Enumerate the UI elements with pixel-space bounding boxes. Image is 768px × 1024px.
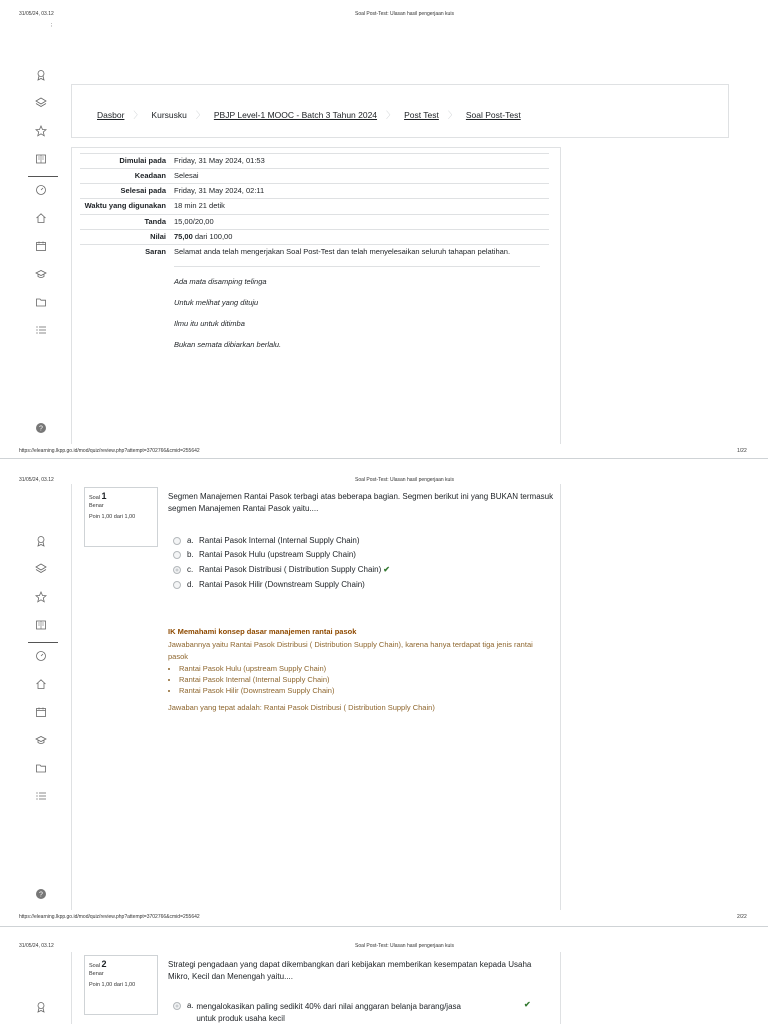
help-icon[interactable]: [28, 885, 54, 903]
print-title: Soal Post-Test: Ulasan hasil pengerjaan kuis: [355, 11, 454, 17]
list-icon[interactable]: [28, 787, 54, 805]
question-number: 2: [101, 959, 107, 969]
print-url: https://elearning.lkpp.go.id/mod/quiz/review.php?attempt=3702766&cmid=255642: [19, 448, 200, 454]
home-icon[interactable]: [28, 209, 54, 227]
print-url: https://elearning.lkpp.go.id/mod/quiz/review.php?attempt=3702766&cmid=255642: [19, 914, 200, 920]
question-points: Poin 1,00 dari 1,00: [89, 514, 136, 520]
summary-row-feedback: [80, 244, 549, 352]
dashboard-gauge-icon[interactable]: [28, 181, 54, 199]
question-number: 1: [101, 491, 107, 501]
question-info-box: [84, 955, 158, 1015]
folder-icon[interactable]: [28, 293, 54, 311]
question-label: Soal: [89, 495, 101, 501]
radio-icon[interactable]: [173, 581, 181, 589]
dashboard-gauge-icon[interactable]: [28, 647, 54, 665]
radio-selected-icon[interactable]: [173, 566, 181, 574]
summary-value: [170, 244, 549, 352]
summary-value: Friday, 31 May 2024, 02:11: [170, 184, 549, 199]
badge-icon[interactable]: [28, 66, 54, 84]
feedback-divider: [174, 266, 540, 267]
breadcrumb-course[interactable]: PBJP Level-1 MOOC - Batch 3 Tahun 2024: [213, 109, 378, 120]
poem-line: Bukan semata dibiarkan berlalu.: [174, 340, 282, 350]
feedback-title: IK Memahami konsep dasar manajemen rantai pasok: [168, 627, 357, 636]
check-icon: ✔: [383, 565, 390, 574]
print-page-number: 2/22: [737, 914, 747, 920]
option-text: Rantai Pasok Hulu (upstream Supply Chain): [199, 550, 356, 559]
quiz-summary-table: [80, 153, 549, 352]
summary-row-marks: [80, 214, 549, 229]
summary-value: 18 min 21 detik: [170, 199, 549, 214]
option-letter: b.: [187, 550, 194, 559]
summary-row-completed: [80, 184, 549, 199]
sidebar-separator: [28, 176, 58, 177]
summary-value: Selesai: [170, 169, 549, 184]
grade-value: 75,00: [174, 231, 193, 241]
list-item: • Rantai Pasok Hilir (Downstream Supply Chain): [179, 686, 548, 697]
book-icon[interactable]: [28, 150, 54, 168]
question-status: Benar: [89, 971, 104, 977]
option-text: Rantai Pasok Internal (Internal Supply Chain): [199, 536, 360, 545]
feedback-poem: [174, 277, 545, 351]
print-title: Soal Post-Test: Ulasan hasil pengerjaan kuis: [355, 477, 454, 483]
breadcrumb-kursusku: Kursusku: [151, 109, 187, 120]
option-b[interactable]: [173, 550, 356, 559]
stray-char: ;: [51, 22, 53, 28]
breadcrumb: [97, 108, 521, 121]
breadcrumb-container: [71, 84, 729, 138]
calendar-icon[interactable]: [28, 237, 54, 255]
summary-row-state: [80, 169, 549, 184]
option-text: Rantai Pasok Distribusi ( Distribution Supply Chain): [199, 565, 382, 574]
question-text: Strategi pengadaan yang dapat dikembangkan dari kebijakan memberikan kesempatan kepada Usaha Mikro, Kecil dan Menengah yaitu....: [168, 960, 532, 981]
list-item: • Rantai Pasok Internal (Internal Supply Chain): [179, 675, 548, 686]
radio-selected-icon[interactable]: [173, 1002, 181, 1010]
graduation-cap-icon[interactable]: [28, 731, 54, 749]
option-text: mengalokasikan paling sedikit 40% dari nilai anggaran belanja barang/jasa untuk produk usaha kecil: [196, 1002, 461, 1023]
list-icon[interactable]: [28, 321, 54, 339]
help-icon[interactable]: [28, 419, 54, 437]
svg-text:?: ?: [39, 891, 43, 899]
general-feedback: [168, 626, 548, 714]
option-letter: d.: [187, 580, 194, 589]
check-icon: ✔: [524, 1000, 531, 1009]
print-title: Soal Post-Test: Ulasan hasil pengerjaan kuis: [355, 943, 454, 949]
list-item: • Rantai Pasok Hulu (upstream Supply Chain): [179, 664, 548, 675]
print-page-number: 1/22: [737, 448, 747, 454]
svg-text:?: ?: [39, 425, 43, 433]
summary-value: [170, 229, 549, 244]
summary-row-time-taken: [80, 199, 549, 214]
layers-icon[interactable]: [28, 94, 54, 112]
quiz-summary-panel: [71, 147, 561, 444]
summary-label: Waktu yang digunakan: [80, 199, 170, 214]
option-letter: a.: [187, 536, 194, 545]
summary-row-grade: [80, 229, 549, 244]
star-icon[interactable]: [28, 122, 54, 140]
badge-icon[interactable]: [28, 532, 54, 550]
radio-icon[interactable]: [173, 537, 181, 545]
grade-max: dari 100,00: [192, 231, 233, 241]
feedback-text: Selamat anda telah mengerjakan Soal Post-Test dan telah menyelesaikan seluruh tahapan pelatihan.: [174, 246, 511, 256]
summary-label: Selesai pada: [80, 184, 170, 199]
option-a[interactable]: [173, 536, 360, 545]
question-points: Poin 1,00 dari 1,00: [89, 982, 136, 988]
summary-label: Tanda: [80, 214, 170, 229]
page-break: [0, 926, 768, 927]
option-letter: a.: [187, 1001, 194, 1010]
chevron-right-icon: 〉: [195, 110, 205, 120]
chevron-right-icon: 〉: [133, 110, 143, 120]
summary-value: 15,00/20,00: [170, 214, 549, 229]
graduation-cap-icon[interactable]: [28, 265, 54, 283]
poem-line: Ada mata disamping telinga: [174, 276, 267, 286]
calendar-icon[interactable]: [28, 703, 54, 721]
summary-label: Dimulai pada: [80, 154, 170, 169]
option-letter: c.: [187, 565, 194, 574]
poem-line: Ilmu itu untuk ditimba: [174, 319, 245, 329]
breadcrumb-soal-post-test[interactable]: Soal Post-Test: [465, 109, 521, 120]
summary-row-started: [80, 154, 549, 169]
option-c[interactable]: [173, 565, 390, 574]
summary-label: Saran: [80, 244, 170, 352]
summary-value: Friday, 31 May 2024, 01:53: [170, 154, 549, 169]
print-date: 31/05/24, 03.12: [19, 477, 54, 483]
home-icon[interactable]: [28, 675, 54, 693]
book-icon[interactable]: [28, 616, 54, 634]
breadcrumb-dasbor[interactable]: Dasbor: [97, 109, 125, 120]
question-text: Segmen Manajemen Rantai Pasok terbagi atas beberapa bagian. Segmen berikut ini yang BUKAN termasuk segmen Manajemen Rantai Pasok yaitu....: [168, 492, 554, 513]
feedback-text: Jawabannya yaitu Rantai Pasok Distribusi ( Distribution Supply Chain), karena hanya terdapat tiga jenis rantai pasok: [168, 640, 533, 661]
radio-icon[interactable]: [173, 551, 181, 559]
print-date: 31/05/24, 03.12: [19, 11, 54, 17]
option-d[interactable]: [173, 580, 365, 589]
star-icon[interactable]: [28, 588, 54, 606]
badge-icon[interactable]: [28, 998, 54, 1016]
correct-answer: Jawaban yang tepat adalah: Rantai Pasok Distribusi ( Distribution Supply Chain): [168, 703, 435, 713]
layers-icon[interactable]: [28, 560, 54, 578]
print-date: 31/05/24, 03.12: [19, 943, 54, 949]
feedback-list: [168, 664, 548, 697]
question-label: Soal: [89, 963, 101, 969]
folder-icon[interactable]: [28, 759, 54, 777]
chevron-right-icon: 〉: [386, 110, 396, 120]
summary-label: Keadaan: [80, 169, 170, 184]
page-break: [0, 458, 768, 459]
chevron-right-icon: 〉: [447, 110, 457, 120]
option-text: Rantai Pasok Hilir (Downstream Supply Chain): [199, 580, 365, 589]
question-status: Benar: [89, 503, 104, 509]
poem-line: Untuk melihat yang dituju: [174, 298, 259, 307]
question-info-box: [84, 487, 158, 547]
breadcrumb-post-test[interactable]: Post Test: [404, 109, 439, 120]
option-a[interactable]: [173, 1001, 473, 1024]
summary-label: Nilai: [80, 229, 170, 244]
sidebar-separator: [28, 642, 58, 643]
